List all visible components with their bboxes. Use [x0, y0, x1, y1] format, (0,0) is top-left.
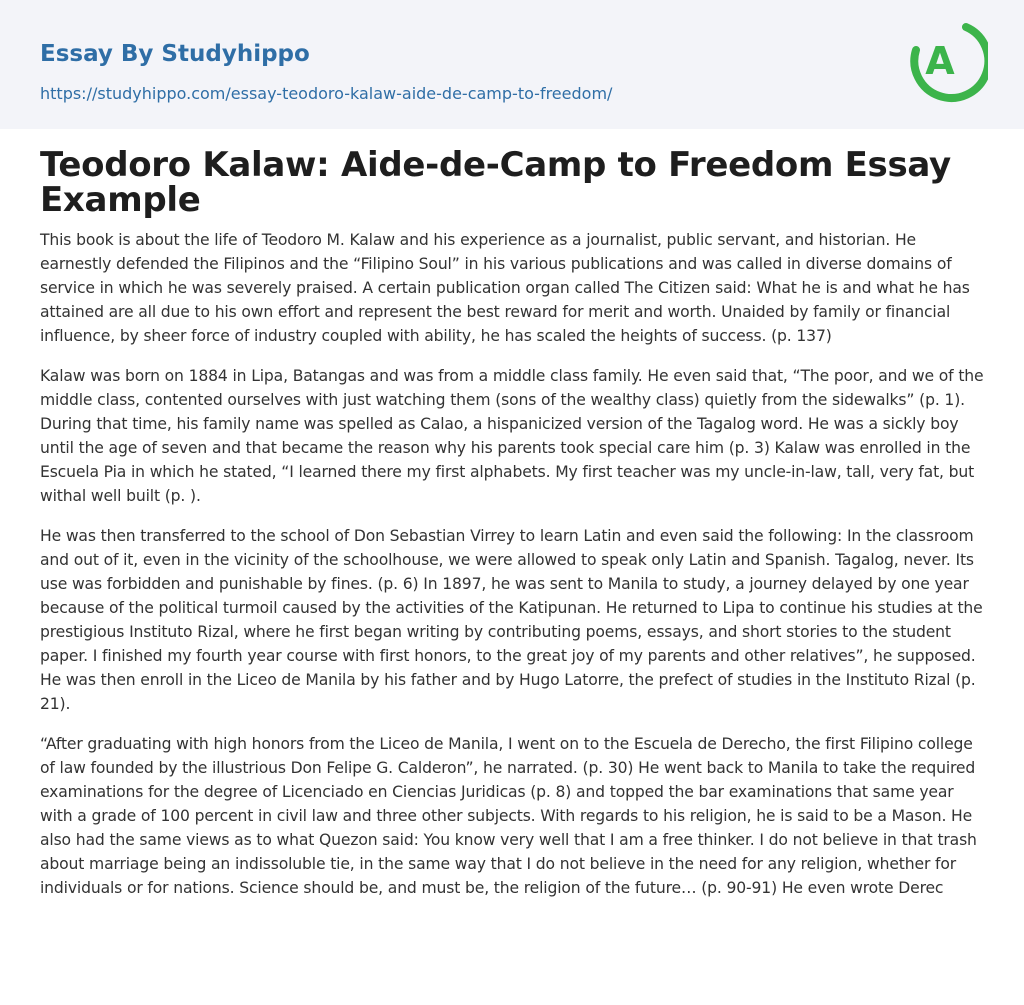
- source-url-link[interactable]: https://studyhippo.com/essay-teodoro-kalaw-aide-de-camp-to-freedom/: [40, 84, 613, 103]
- logo-letter: A: [925, 39, 955, 83]
- essay-paragraph: He was then transferred to the school of Don Sebastian Virrey to learn Latin and even said the following: In the classroom and out of it, even in the vicinity of the schoolhouse, we were allowed to speak only Latin and Spanish. Tagalog, never. Its use was forbidden and punishable by fines. (p. 6) In 1897, he was sent to Manila to study, a journey delayed by one year because of the political turmoil caused by the activities of the Katipunan. He returned to Lipa to continue his studies at the prestigious Instituto Rizal, where he first began writing by contributing poems, essays, and short stories to the student paper. I finished my fourth year course with first honors, to the great joy of my parents and other relatives”, he supposed. He was then enroll in the Liceo de Manila by his father and by Hugo Latorre, the prefect of studies in the Instituto Rizal (p. 21).: [40, 527, 983, 713]
- page-title: Teodoro Kalaw: Aide-de-Camp to Freedom Essay Example: [40, 145, 951, 220]
- studyhippo-logo-icon[interactable]: [908, 18, 988, 106]
- site-brand[interactable]: Essay By Studyhippo: [40, 41, 310, 67]
- essay-body: [40, 228, 990, 916]
- site-header: [0, 0, 1024, 129]
- essay-paragraph: This book is about the life of Teodoro M. Kalaw and his experience as a journalist, public servant, and historian. He earnestly defended the Filipinos and the “Filipino Soul” in his various publications and was called in diverse domains of service in which he was severely praised. A certain publication organ called The Citizen said: What he is and what he has attained are all due to his own effort and represent the best reward for merit and worth. Unaided by family or financial influence, by sheer force of industry coupled with ability, he has scaled the heights of success. (p. 137): [40, 231, 970, 345]
- essay-paragraph: “After graduating with high honors from the Liceo de Manila, I went on to the Escuela de Derecho, the first Filipino college of law founded by the illustrious Don Felipe G. Calderon”, he narrated. (p. 30) He went back to Manila to take the required examinations for the degree of Licenciado en Ciencias Juridicas (p. 8) and topped the bar examinations that same year with a grade of 100 percent in civil law and three other subjects. With regards to his religion, he is said to be a Mason. He also had the same views as to what Quezon said: You know very well that I am a free thinker. I do not believe in that trash about marriage being an indissoluble tie, in the same way that I do not believe in the need for any religion, whether for individuals or for nations. Science should be, and must be, the religion of the future… (p. 90-91) He even wrote Derec: [40, 735, 977, 897]
- essay-paragraph: Kalaw was born on 1884 in Lipa, Batangas and was from a middle class family. He even said that, “The poor, and we of the middle class, contented ourselves with just watching them (sons of the wealthy class) quietly from the sidewalks” (p. 1). During that time, his family name was spelled as Calao, a hispanicized version of the Tagalog word. He was a sickly boy until the age of seven and that became the reason why his parents took special care him (p. 3) Kalaw was enrolled in the Escuela Pia in which he stated, “I learned there my first alphabets. My first teacher was my uncle-in-law, tall, very fat, but withal well built (p. ).: [40, 367, 984, 505]
